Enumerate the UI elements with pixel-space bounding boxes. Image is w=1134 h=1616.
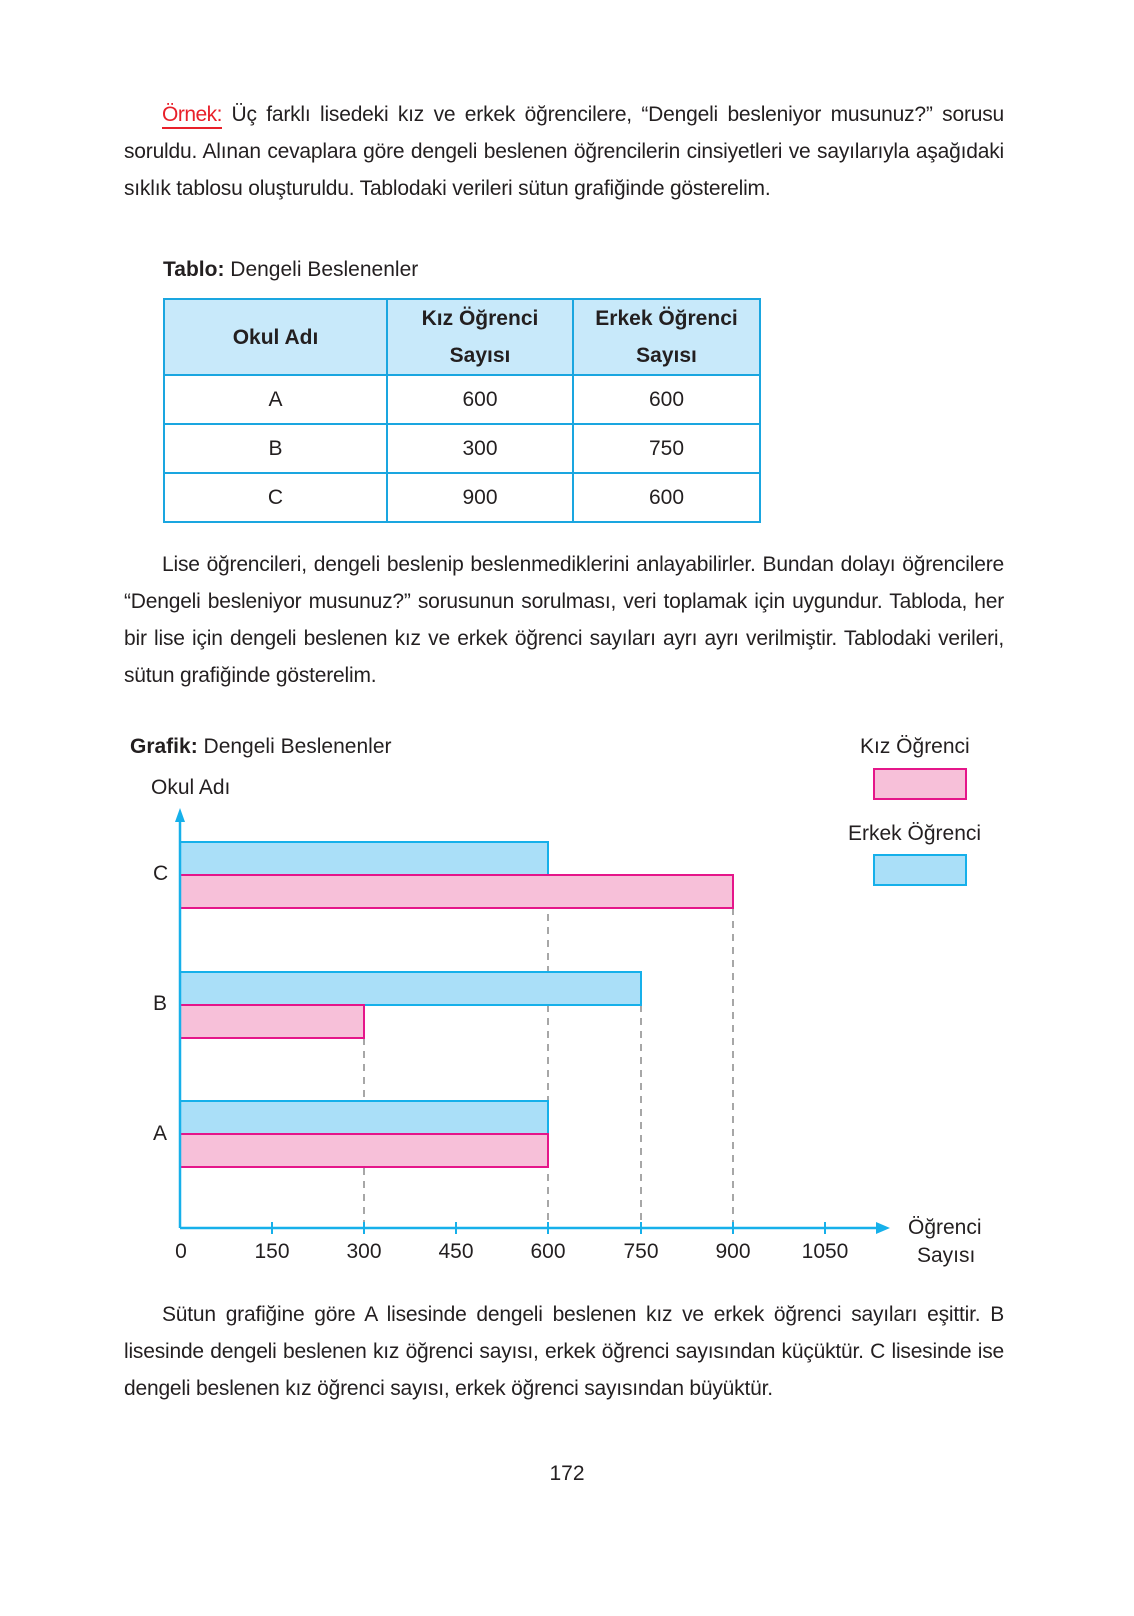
tick-label: 450 [438,1240,474,1263]
x-axis-label-line1: Öğrenci [908,1216,982,1239]
tick-label: 150 [254,1240,290,1263]
y-axis-label: Okul Adı [151,776,231,799]
cell-girl-count: 300 [387,424,573,473]
tick-label: 300 [346,1240,382,1263]
tick-label: 900 [715,1240,751,1263]
category-label-a: A [153,1122,168,1145]
graph-caption-text: Dengeli Beslenenler [203,735,392,758]
example-label: Örnek: [162,103,222,129]
tick-label: 750 [623,1240,659,1263]
bar-a-boy [180,1101,548,1134]
header-boy-count: Erkek Öğrenci Sayısı [573,299,760,375]
header-school-name: Okul Adı [164,299,387,375]
intro-text: Üç farklı lisedeki kız ve erkek öğrencilere, “Dengeli besleniyor musunuz?” sorusu soruldu. Alınan cevaplara göre dengeli beslenen öğrencilerin cinsiyetleri ve sayılarıyla aşağıdaki sıklık tablosu oluşturuldu. Tablodaki verileri sütun grafiğinde gösterelim. [124,103,1004,200]
cell-school: B [164,424,387,473]
conclusion-text: Sütun grafiğine göre A lisesinde dengeli beslenen kız ve erkek öğrenci sayıları eşittir. B lisesinde dengeli beslenen kız öğrenci sayısı, erkek öğrenci sayısından küçüktür. C lisesinde ise dengeli beslenen kız öğrenci sayısı, erkek öğrenci sayısından büyüktür. [124,1303,1004,1400]
table-caption-prefix: Tablo: [163,258,225,281]
reference-lines [364,875,733,1228]
x-axis-arrow-icon [876,1222,890,1234]
table-caption-text: Dengeli Beslenenler [230,258,419,281]
bar-b-boy [180,972,641,1005]
x-axis-label-line2: Sayısı [917,1244,976,1267]
cell-girl-count: 600 [387,375,573,424]
header-girl-count: Kız Öğrenci Sayısı [387,299,573,375]
y-axis-arrow-icon [175,808,185,822]
graph-caption-prefix: Grafik: [130,735,198,758]
legend-girl-label: Kız Öğrenci [860,735,970,758]
bar-b-girl [180,1005,364,1038]
middle-text: Lise öğrencileri, dengeli beslenip beslenmediklerini anlayabilirler. Bundan dolayı öğrencilere “Dengeli besleniyor musunuz?” sorusunun sorulması, veri toplamak için uygundur. Tabloda, her bir lise için dengeli beslenen kız ve erkek öğrenci sayıları ayrı ayrı verilmiştir. Tablodaki verileri, sütun grafiğinde gösterelim. [124,553,1004,687]
legend-boy-label: Erkek Öğrenci [848,822,982,845]
cell-school: A [164,375,387,424]
bar-c-girl [180,875,733,908]
cell-boy-count: 600 [573,375,760,424]
tick-label: 600 [530,1240,566,1263]
cell-boy-count: 600 [573,473,760,522]
page-number: 172 [549,1462,585,1485]
category-label-b: B [153,992,168,1015]
bar-c-boy [180,842,548,875]
tick-label: 1050 [801,1240,849,1263]
category-label-c: C [153,862,169,885]
conclusion-paragraph [124,1296,1004,1407]
cell-girl-count: 900 [387,473,573,522]
tick-label: 0 [175,1240,187,1263]
cell-boy-count: 750 [573,424,760,473]
bar-a-girl [180,1134,548,1167]
cell-school: C [164,473,387,522]
